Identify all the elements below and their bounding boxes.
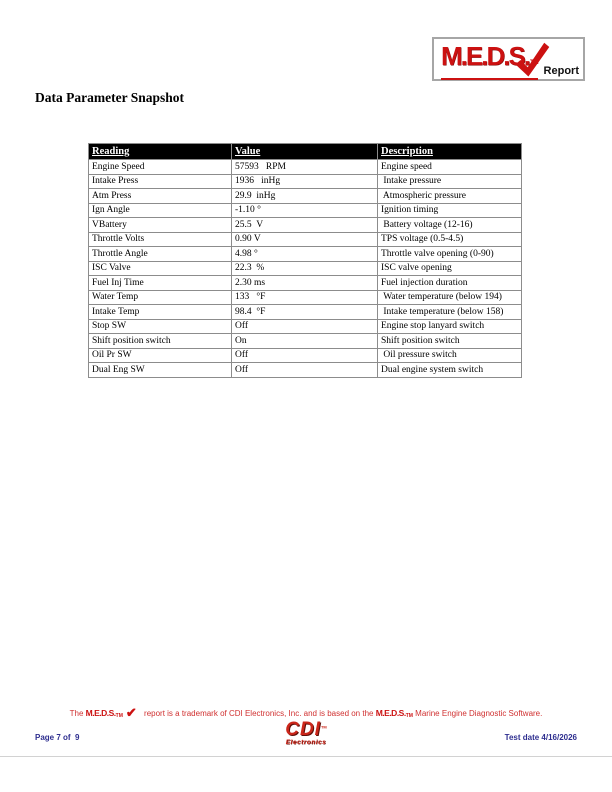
description-cell: Battery voltage (12-16) — [378, 218, 522, 233]
table-row — [89, 363, 522, 378]
value-cell: 29.9 inHg — [232, 189, 378, 204]
table-header-row — [89, 144, 522, 160]
description-cell: Oil pressure switch — [378, 348, 522, 363]
description-cell: Atmospheric pressure — [378, 189, 522, 204]
data-parameter-table — [88, 143, 522, 378]
page-bottom-rule — [0, 756, 612, 757]
trademark-symbol: TM — [405, 713, 413, 719]
meds-brand-inline: M.E.D.S.TM — [375, 708, 413, 719]
value-cell: Off — [232, 363, 378, 378]
cdi-electronics-logo — [285, 720, 327, 747]
table-row — [89, 218, 522, 233]
cdi-logo-subtext: Electronics — [285, 739, 327, 746]
trademark-text-middle: report is a trademark of CDI Electronics, Inc. and is based on the — [141, 709, 376, 718]
reading-cell: Engine Speed — [89, 160, 232, 175]
reading-cell: Throttle Volts — [89, 232, 232, 247]
column-header-reading: Reading — [89, 144, 232, 160]
reading-cell: Intake Temp — [89, 305, 232, 320]
checkmark-icon: ✔ — [125, 705, 137, 720]
logo-report-label: Report — [543, 65, 579, 77]
test-date-label: Test date 4/16/2026 — [504, 733, 577, 742]
cdi-logo-text: CDI — [285, 719, 321, 740]
reading-cell: ISC Valve — [89, 261, 232, 276]
reading-cell: Stop SW — [89, 319, 232, 334]
value-cell: 57593 RPM — [232, 160, 378, 175]
meds-brand-inline: M.E.D.S.TM — [85, 708, 123, 719]
description-cell: Throttle valve opening (0-90) — [378, 247, 522, 262]
page-title: Data Parameter Snapshot — [35, 90, 184, 105]
meds-logo-text: M.E.D.S. — [441, 43, 538, 80]
trademark-symbol: TM — [115, 713, 123, 719]
trademark-text-suffix: Marine Engine Diagnostic Software. — [412, 709, 543, 718]
value-cell: On — [232, 334, 378, 349]
reading-cell: Atm Press — [89, 189, 232, 204]
value-cell: 98.4 °F — [232, 305, 378, 320]
value-cell: 4.98 ° — [232, 247, 378, 262]
table-row — [89, 189, 522, 204]
description-cell: Intake pressure — [378, 174, 522, 189]
reading-cell: Throttle Angle — [89, 247, 232, 262]
value-cell: 22.3 % — [232, 261, 378, 276]
trademark-symbol: TM — [320, 724, 327, 730]
value-cell: -1.10 ° — [232, 203, 378, 218]
description-cell: Ignition timing — [378, 203, 522, 218]
table-row — [89, 319, 522, 334]
value-cell: 133 °F — [232, 290, 378, 305]
trademark-line — [0, 704, 612, 720]
table-row — [89, 348, 522, 363]
value-cell: 1936 inHg — [232, 174, 378, 189]
reading-cell: Water Temp — [89, 290, 232, 305]
reading-cell: Ign Angle — [89, 203, 232, 218]
column-header-description: Description — [378, 144, 522, 160]
table-row — [89, 334, 522, 349]
reading-cell: Oil Pr SW — [89, 348, 232, 363]
value-cell: 2.30 ms — [232, 276, 378, 291]
reading-cell: Fuel Inj Time — [89, 276, 232, 291]
meds-report-logo — [432, 37, 585, 81]
reading-cell: Intake Press — [89, 174, 232, 189]
table-row — [89, 247, 522, 262]
column-header-value: Value — [232, 144, 378, 160]
table-row — [89, 276, 522, 291]
table-row — [89, 160, 522, 175]
value-cell: 25.5 V — [232, 218, 378, 233]
page-number-label: Page 7 of 9 — [35, 733, 80, 742]
description-cell: Shift position switch — [378, 334, 522, 349]
reading-cell: Dual Eng SW — [89, 363, 232, 378]
description-cell: Dual engine system switch — [378, 363, 522, 378]
description-cell: TPS voltage (0.5-4.5) — [378, 232, 522, 247]
value-cell: 0.90 V — [232, 232, 378, 247]
table-row — [89, 261, 522, 276]
table-row — [89, 203, 522, 218]
table-row — [89, 305, 522, 320]
table-row — [89, 232, 522, 247]
table-row — [89, 174, 522, 189]
description-cell: Intake temperature (below 158) — [378, 305, 522, 320]
value-cell: Off — [232, 348, 378, 363]
description-cell: Engine speed — [378, 160, 522, 175]
description-cell: Water temperature (below 194) — [378, 290, 522, 305]
description-cell: Fuel injection duration — [378, 276, 522, 291]
description-cell: ISC valve opening — [378, 261, 522, 276]
table-body — [89, 160, 522, 378]
trademark-text-prefix: The — [69, 709, 86, 718]
reading-cell: VBattery — [89, 218, 232, 233]
value-cell: Off — [232, 319, 378, 334]
table-row — [89, 290, 522, 305]
reading-cell: Shift position switch — [89, 334, 232, 349]
description-cell: Engine stop lanyard switch — [378, 319, 522, 334]
